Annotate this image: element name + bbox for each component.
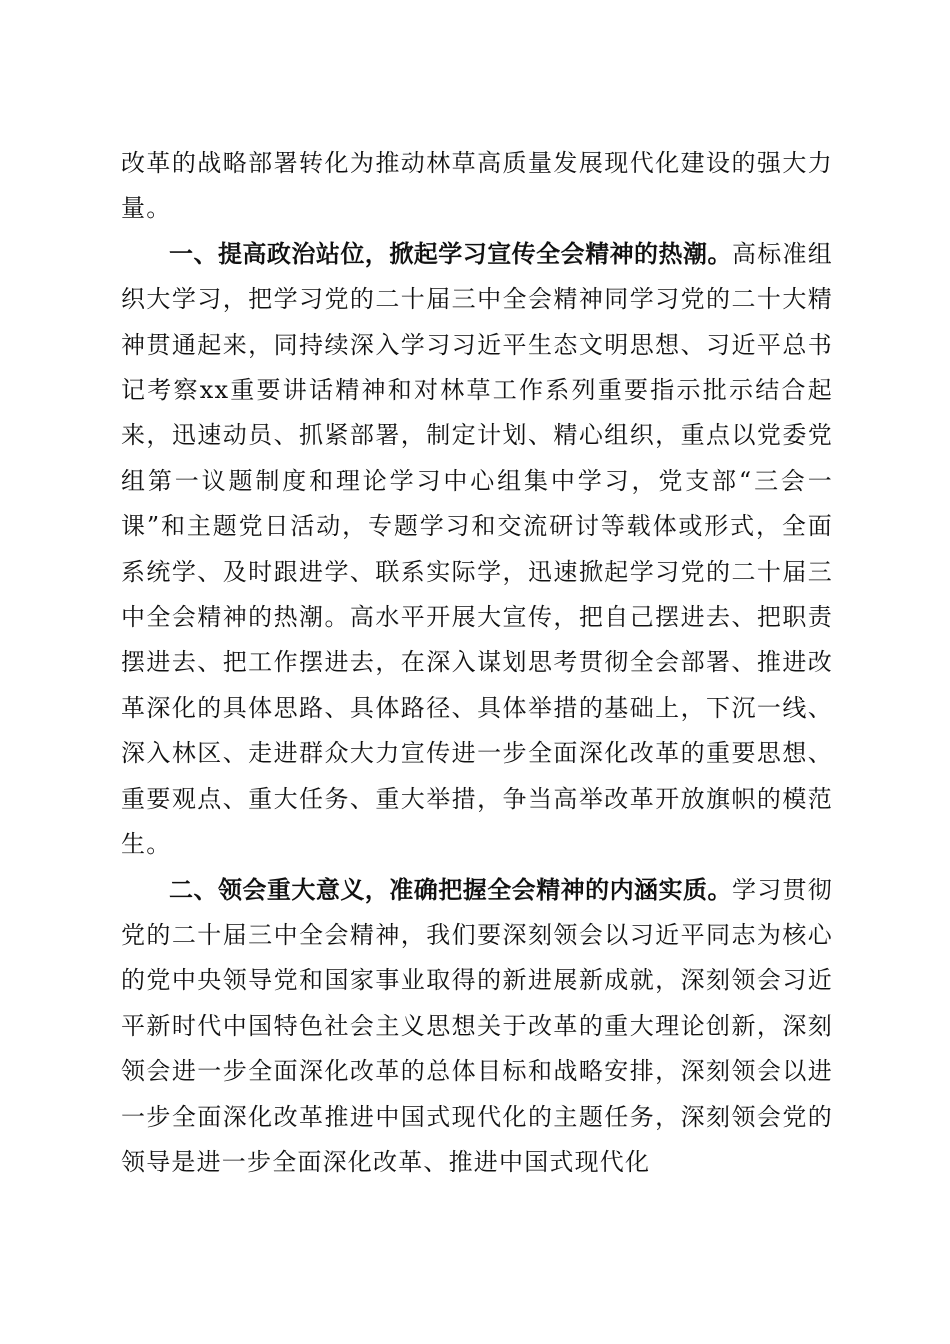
document-body (121, 141, 833, 1185)
section-two-heading: 二、领会重大意义，准确把握全会精神的内涵实质。 (169, 875, 732, 904)
paragraph-section-one (121, 232, 833, 868)
paragraph-section-two (121, 868, 833, 1186)
section-one-body-text: 高标准组织大学习，把学习党的二十届三中全会精神同学习党的二十大精神贯通起来，同持续深入学习习近平生态文明思想、习近平总书记考察xx重要讲话精神和对林草工作系列重要指示批示结合起来，迅速动员、抓紧部署，制定计划、精心组织，重点以党委党组第一议题制度和理论学习中心组集中学习，党支部“三会一课”和主题党日活动，专题学习和交流研讨等载体或形式，全面系统学、及时跟进学、联系实际学，迅速掀起学习党的二十届三中全会精神的热潮。高水平开展大宣传，把自己摆进去、把职责摆进去、把工作摆进去，在深入谋划思考贯彻全会部署、推进改革深化的具体思路、具体路径、具体举措的基础上，下沉一线、深入林区、走进群众大力宣传进一步全面深化改革的重要思想、重要观点、重大任务、重大举措，争当高举改革开放旗帜的模范生。 (121, 239, 833, 859)
paragraph-body-text: 改革的战略部署转化为推动林草高质量发展现代化建设的强大力量。 (121, 149, 833, 223)
section-one-heading: 一、提高政治站位，掀起学习宣传全会精神的热潮。 (169, 239, 732, 268)
section-two-body-text: 学习贯彻党的二十届三中全会精神，我们要深刻领会以习近平同志为核心的党中央领导党和国家事业取得的新进展新成就，深刻领会习近平新时代中国特色社会主义思想关于改革的重大理论创新，深刻领会进一步全面深化改革的总体目标和战略安排，深刻领会以进一步全面深化改革推进中国式现代化的主题任务，深刻领会党的领导是进一步全面深化改革、推进中国式现代化 (121, 875, 833, 1176)
paragraph-continuation (121, 141, 833, 232)
